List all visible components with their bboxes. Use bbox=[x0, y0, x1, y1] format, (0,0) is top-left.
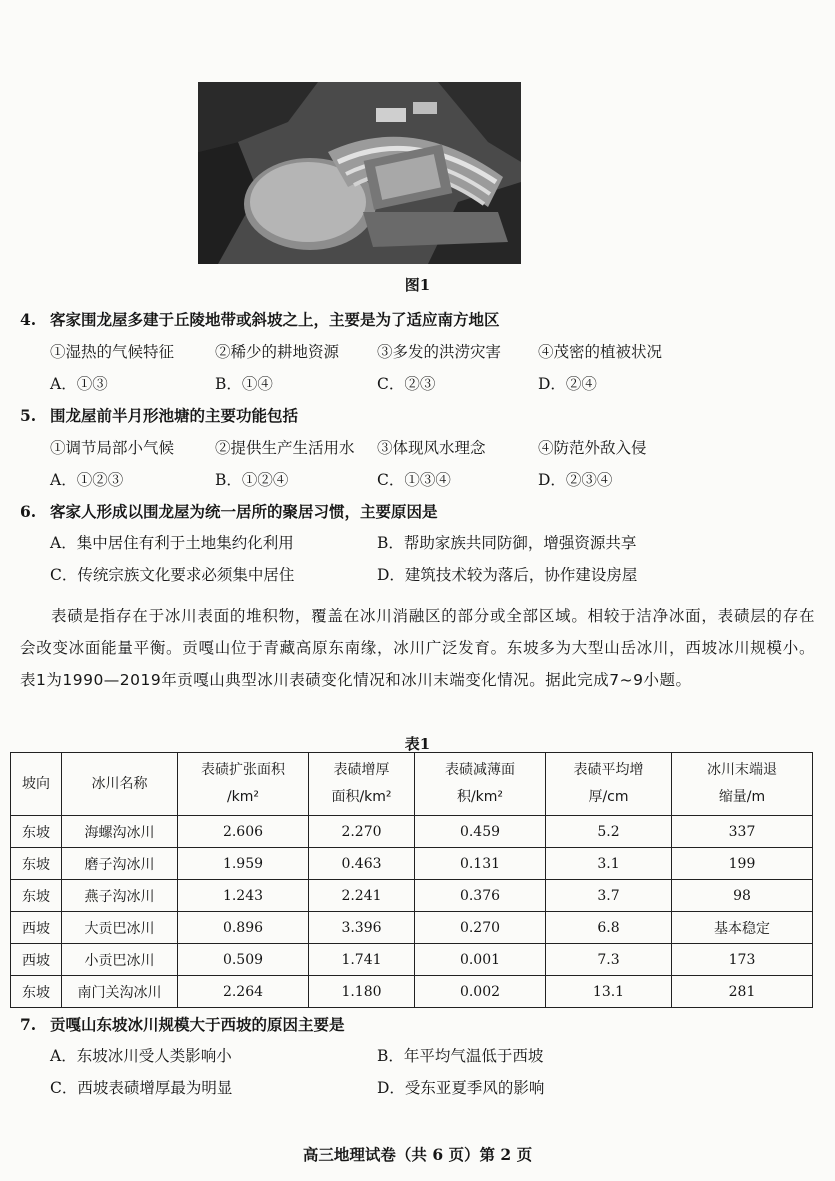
choice-a[interactable]: A．集中居住有利于土地集约化利用 bbox=[50, 534, 294, 552]
question-text: 贡嘎山东坡冰川规模大于西坡的原因主要是 bbox=[50, 1015, 345, 1034]
header-terminus-retreat: 冰川末端退 缩量/m bbox=[672, 753, 813, 816]
cell-value: 0.376 bbox=[415, 880, 546, 912]
choice-c[interactable]: C．西坡表碛增厚最为明显 bbox=[50, 1079, 233, 1097]
statement-1: ①调节局部小气候 bbox=[50, 439, 175, 457]
cell-glacier-name: 海螺沟冰川 bbox=[62, 816, 178, 848]
figure-1-photo bbox=[198, 82, 521, 264]
header-expansion-area: 表碛扩张面积 /km² bbox=[178, 753, 309, 816]
cell-value: 5.2 bbox=[546, 816, 672, 848]
question-text: 围龙屋前半月形池塘的主要功能包括 bbox=[50, 406, 299, 425]
choice-d[interactable]: D．②③④ bbox=[538, 471, 613, 489]
statement-3: ③多发的洪涝灾害 bbox=[377, 343, 502, 361]
cell-value: 0.270 bbox=[415, 912, 546, 944]
cell-value: 3.1 bbox=[546, 848, 672, 880]
choice-d[interactable]: D．②④ bbox=[538, 375, 597, 393]
cell-value: 98 bbox=[672, 880, 813, 912]
cell-slope: 东坡 bbox=[11, 848, 62, 880]
passage-text: 表碛是指存在于冰川表面的堆积物，覆盖在冰川消融区的部分或全部区域。相较于洁净冰面，表碛层的存在会改变冰面能量平衡。贡嘎山位于青藏高原东南缘，冰川广泛发育。东坡多为大型山岳冰川，西坡冰川规模小。表1为1990—2019年贡嘎山典型冰川表碛变化情况和冰川末端变化情况。据此完成7~9小题。 bbox=[20, 607, 815, 689]
cell-value: 2.264 bbox=[178, 976, 309, 1008]
cell-value: 2.606 bbox=[178, 816, 309, 848]
cell-value: 0.001 bbox=[415, 944, 546, 976]
statement-3: ③体现风水理念 bbox=[377, 439, 486, 457]
cell-value: 0.131 bbox=[415, 848, 546, 880]
table-row bbox=[11, 912, 813, 944]
table-header-row bbox=[11, 753, 813, 816]
cell-slope: 东坡 bbox=[11, 880, 62, 912]
cell-value: 0.509 bbox=[178, 944, 309, 976]
cell-value: 1.741 bbox=[309, 944, 415, 976]
question-number: 7. bbox=[20, 1015, 37, 1034]
statement-2: ②稀少的耕地资源 bbox=[215, 343, 340, 361]
glacier-table bbox=[10, 752, 813, 1008]
table-row bbox=[11, 880, 813, 912]
cell-value: 1.959 bbox=[178, 848, 309, 880]
question-text: 客家人形成以围龙屋为统一居所的聚居习惯，主要原因是 bbox=[50, 502, 438, 521]
question-7-stem bbox=[20, 1013, 345, 1035]
table-row bbox=[11, 976, 813, 1008]
table-row bbox=[11, 816, 813, 848]
cell-value: 7.3 bbox=[546, 944, 672, 976]
statement-1: ①湿热的气候特征 bbox=[50, 343, 175, 361]
page-footer: 高三地理试卷（共 6 页）第 2 页 bbox=[302, 1145, 533, 1164]
header-avg-thickening: 表碛平均增 厚/cm bbox=[546, 753, 672, 816]
cell-value: 0.002 bbox=[415, 976, 546, 1008]
table-title: 表1 bbox=[404, 735, 431, 753]
cell-value: 3.396 bbox=[309, 912, 415, 944]
question-6-stem bbox=[20, 500, 438, 522]
cell-glacier-name: 南门关沟冰川 bbox=[62, 976, 178, 1008]
cell-slope: 西坡 bbox=[11, 944, 62, 976]
statement-4: ④防范外敌入侵 bbox=[538, 439, 647, 457]
statement-4: ④茂密的植被状况 bbox=[538, 343, 663, 361]
cell-glacier-name: 磨子沟冰川 bbox=[62, 848, 178, 880]
choice-b[interactable]: B．①④ bbox=[215, 375, 273, 393]
cell-value: 2.241 bbox=[309, 880, 415, 912]
cell-value: 0.459 bbox=[415, 816, 546, 848]
question-number: 4. bbox=[20, 310, 37, 329]
cell-slope: 东坡 bbox=[11, 816, 62, 848]
cell-slope: 东坡 bbox=[11, 976, 62, 1008]
choice-d[interactable]: D．建筑技术较为落后，协作建设房屋 bbox=[377, 566, 638, 584]
reading-passage bbox=[20, 600, 815, 696]
choice-b[interactable]: B．①②④ bbox=[215, 471, 289, 489]
choice-c[interactable]: C．传统宗族文化要求必须集中居住 bbox=[50, 566, 295, 584]
header-glacier-name: 冰川名称 bbox=[62, 753, 178, 816]
question-5-stem bbox=[20, 404, 298, 426]
table-row bbox=[11, 848, 813, 880]
cell-value: 基本稳定 bbox=[672, 912, 813, 944]
choice-a[interactable]: A．①②③ bbox=[50, 471, 124, 489]
cell-slope: 西坡 bbox=[11, 912, 62, 944]
question-text: 客家围龙屋多建于丘陵地带或斜坡之上，主要是为了适应南方地区 bbox=[50, 310, 500, 329]
choice-c[interactable]: C．①③④ bbox=[377, 471, 451, 489]
choice-d[interactable]: D．受东亚夏季风的影响 bbox=[377, 1079, 545, 1097]
cell-value: 1.243 bbox=[178, 880, 309, 912]
cell-glacier-name: 大贡巴冰川 bbox=[62, 912, 178, 944]
cell-value: 337 bbox=[672, 816, 813, 848]
cell-value: 3.7 bbox=[546, 880, 672, 912]
cell-value: 199 bbox=[672, 848, 813, 880]
cell-value: 173 bbox=[672, 944, 813, 976]
header-slope: 坡向 bbox=[11, 753, 62, 816]
choice-a[interactable]: A．①③ bbox=[50, 375, 108, 393]
choice-c[interactable]: C．②③ bbox=[377, 375, 436, 393]
question-number: 6. bbox=[20, 502, 37, 521]
table-row bbox=[11, 944, 813, 976]
choice-a[interactable]: A．东坡冰川受人类影响小 bbox=[50, 1047, 232, 1065]
choice-b[interactable]: B．年平均气温低于西坡 bbox=[377, 1047, 544, 1065]
header-thickening-area: 表碛增厚 面积/km² bbox=[309, 753, 415, 816]
statement-2: ②提供生产生活用水 bbox=[215, 439, 355, 457]
cell-value: 281 bbox=[672, 976, 813, 1008]
cell-value: 13.1 bbox=[546, 976, 672, 1008]
cell-value: 0.463 bbox=[309, 848, 415, 880]
question-4-stem bbox=[20, 308, 500, 330]
cell-glacier-name: 燕子沟冰川 bbox=[62, 880, 178, 912]
question-number: 5. bbox=[20, 406, 37, 425]
cell-value: 2.270 bbox=[309, 816, 415, 848]
cell-value: 1.180 bbox=[309, 976, 415, 1008]
header-thinning-area: 表碛减薄面 积/km² bbox=[415, 753, 546, 816]
choice-b[interactable]: B．帮助家族共同防御，增强资源共享 bbox=[377, 534, 637, 552]
cell-glacier-name: 小贡巴冰川 bbox=[62, 944, 178, 976]
figure-caption: 图1 bbox=[404, 276, 431, 294]
cell-value: 0.896 bbox=[178, 912, 309, 944]
cell-value: 6.8 bbox=[546, 912, 672, 944]
